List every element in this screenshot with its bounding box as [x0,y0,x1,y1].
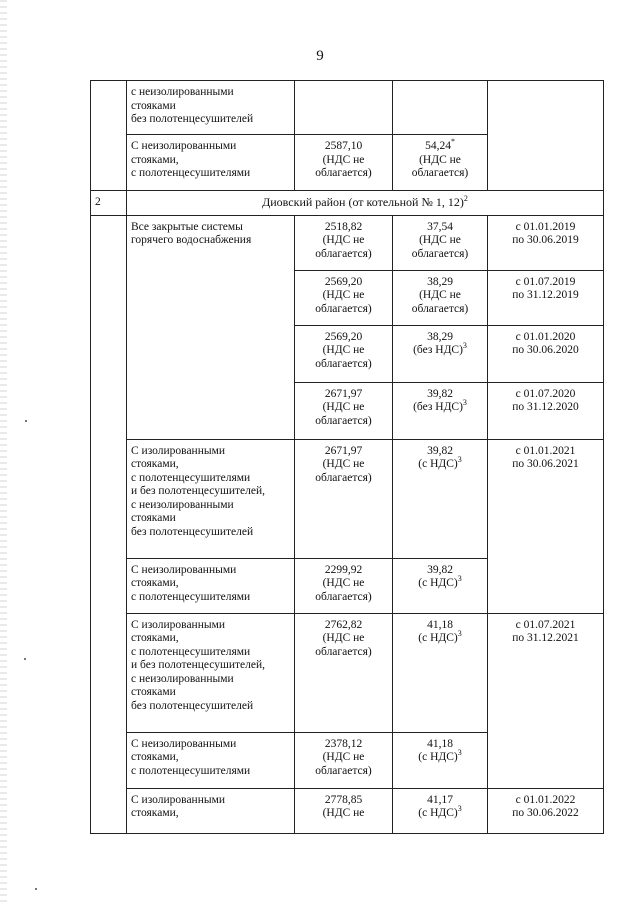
fee-value: 41,18 [427,618,453,631]
fee-note: (НДС не [419,289,461,301]
tariff-cell [295,81,393,135]
tariff-note: облагается) [315,764,372,777]
table-row [91,788,604,833]
tariff-value: 2569,20 [324,330,363,343]
description-line: горячего водоснабжения [131,234,252,246]
description-line: с неизолированными [131,498,234,511]
tariff-table [90,80,604,834]
tariff-note: облагается) [315,471,372,484]
tariff-value: 2587,10 [324,140,363,152]
fee-value: 41,18 [427,737,453,750]
footnote-mark: 3 [457,748,462,758]
row-number-cell [91,81,127,191]
tariff-note: (НДС не [322,751,365,763]
fee-cell [393,81,488,135]
tariff-cell [295,613,393,732]
fee-note: облагается) [411,247,469,260]
tariff-note: (НДС не [322,289,365,301]
fee-cell [393,382,488,439]
description-line: стояками, [131,632,179,644]
period-start: с 01.07.2020 [515,387,576,400]
period-end: по 30.06.2019 [512,234,579,246]
tariff-value: 2762,82 [324,618,363,631]
period-cell [488,439,604,613]
fee-value: 37,54 [427,220,453,233]
tariff-cell [295,439,393,558]
row-number-cell [91,215,127,833]
page-number: 9 [316,48,324,64]
fee-cell [393,215,488,270]
tariff-value: 2518,82 [324,220,363,233]
footnote-mark: 3 [457,574,462,584]
period-start: с 01.01.2021 [515,444,576,457]
description-line: С изолированными [131,444,226,457]
description-line: стояками [131,99,176,112]
description-line: с полотенцесушителями [131,764,251,777]
description-cell [127,788,295,833]
description-line: стояками, [131,807,179,819]
fee-note: (с НДС) [418,632,458,644]
table-row [91,215,604,270]
period-cell [488,270,604,325]
period-end: по 31.12.2020 [512,401,579,413]
fee-cell [393,613,488,732]
fee-value: 41,17 [427,793,453,806]
description-line: Все закрытые системы [131,220,243,233]
tariff-cell [295,382,393,439]
period-cell [488,81,604,191]
period-end: по 30.06.2020 [512,344,579,356]
tariff-note: облагается) [315,302,372,315]
description-line: с полотенцесушителями [131,471,251,484]
fee-cell [393,558,488,613]
footnote-mark: 2 [463,194,468,203]
tariff-cell [295,558,393,613]
fee-cell [393,439,488,558]
tariff-cell [295,135,393,191]
period-end: по 31.12.2019 [512,289,579,301]
tariff-note: (НДС не [322,153,365,166]
description-line: с неизолированными [131,672,234,685]
tariff-cell [295,215,393,270]
period-start: с 01.01.2019 [515,220,576,233]
period-start: с 01.07.2019 [515,275,576,288]
fee-note: (без НДС) [413,401,463,413]
period-cell [488,788,604,833]
description-line: с неизолированными [131,86,234,98]
period-cell [488,613,604,788]
tariff-note: (НДС не [322,807,365,819]
tariff-cell [295,788,393,833]
description-line: С изолированными [131,793,226,806]
fee-value: 38,29 [427,275,453,288]
period-start: с 01.01.2020 [515,330,576,343]
description-line: без полотенцесушителей [131,113,254,125]
description-line: с полотенцесушителями [131,167,251,179]
scan-edge-artifact [0,0,7,905]
fee-note: (НДС не [419,234,461,246]
description-line: С неизолированными [131,737,237,750]
description-line: стояками [131,686,176,698]
period-end: по 30.06.2021 [512,458,579,470]
fee-value: 38,29 [427,330,453,343]
tariff-value: 2671,97 [324,387,363,400]
period-start: с 01.07.2021 [515,618,576,631]
period-cell [488,325,604,382]
tariff-cell [295,732,393,788]
tariff-note: (НДС не [322,577,365,589]
tariff-note: (НДС не [322,401,365,413]
tariff-value: 2569,20 [324,275,363,288]
footnote-mark: 3 [457,804,462,814]
fee-note: (с НДС) [418,751,458,763]
footnote-mark: 3 [462,398,467,408]
description-cell [127,81,295,135]
period-cell [488,215,604,270]
fee-cell [393,135,488,191]
description-line: с полотенцесушителями [131,590,251,603]
scan-speck [35,888,37,890]
tariff-note: (НДС не [322,344,365,356]
table-row [91,439,604,558]
description-line: без полотенцесушителей [131,525,254,538]
fee-note: (НДС не [419,153,461,166]
fee-note: облагается) [411,167,469,179]
description-line: и без полотенцесушителей, [131,659,266,671]
description-line: и без полотенцесушителей, [131,485,266,497]
fee-cell [393,788,488,833]
tariff-note: (НДС не [322,234,365,246]
fee-note: облагается) [411,302,469,315]
footnote-mark: 3 [457,455,462,465]
tariff-value: 2671,97 [324,444,363,457]
fee-cell [393,325,488,382]
tariff-note: облагается) [315,167,372,179]
tariff-cell [295,325,393,382]
scan-speck [24,658,26,660]
description-cell [127,215,295,439]
tariff-note: облагается) [315,357,372,370]
footnote-mark: * [450,137,455,147]
period-start: с 01.01.2022 [515,793,576,806]
description-line: с полотенцесушителями [131,645,251,658]
description-line: стояками, [131,153,179,166]
tariff-note: (НДС не [322,632,365,644]
description-line: без полотенцесушителей [131,699,254,712]
table-row [91,191,604,216]
tariff-value: 2378,12 [324,737,363,750]
fee-note: (без НДС) [413,344,463,356]
description-line: стояками, [131,458,179,470]
table-row [91,613,604,732]
footnote-mark: 3 [462,341,467,351]
scan-speck [25,420,27,422]
period-end: по 30.06.2022 [512,807,579,819]
fee-value: 39,82 [427,387,453,400]
tariff-note: облагается) [315,247,372,260]
row-number-cell: 2 [91,191,127,216]
description-line: стояками, [131,751,179,763]
fee-note: (с НДС) [418,577,458,589]
tariff-note: (НДС не [322,458,365,470]
tariff-value: 2778,85 [324,793,363,806]
district-header [127,191,604,216]
fee-cell [393,732,488,788]
description-line: С изолированными [131,618,226,631]
period-end: по 31.12.2021 [512,632,579,644]
footnote-mark: 3 [457,629,462,639]
fee-value: 54,24 [425,140,451,152]
description-cell [127,135,295,191]
tariff-note: облагается) [315,590,372,603]
tariff-value: 2299,92 [324,563,363,576]
fee-note: (с НДС) [418,807,458,819]
description-line: стояками, [131,577,179,589]
description-line: С неизолированными [131,140,237,152]
description-line: стояками [131,512,176,524]
fee-value: 39,82 [427,444,453,457]
fee-value: 39,82 [427,563,453,576]
tariff-note: облагается) [315,645,372,658]
table-row [91,81,604,135]
description-cell [127,558,295,613]
district-title: Диовский район (от котельной № 1, 12) [262,195,464,209]
description-cell [127,732,295,788]
tariff-note: облагается) [315,414,372,427]
description-cell [127,439,295,558]
tariff-cell [295,270,393,325]
fee-note: (с НДС) [418,458,458,470]
description-cell [127,613,295,732]
period-cell [488,382,604,439]
description-line: С неизолированными [131,563,237,576]
fee-cell [393,270,488,325]
